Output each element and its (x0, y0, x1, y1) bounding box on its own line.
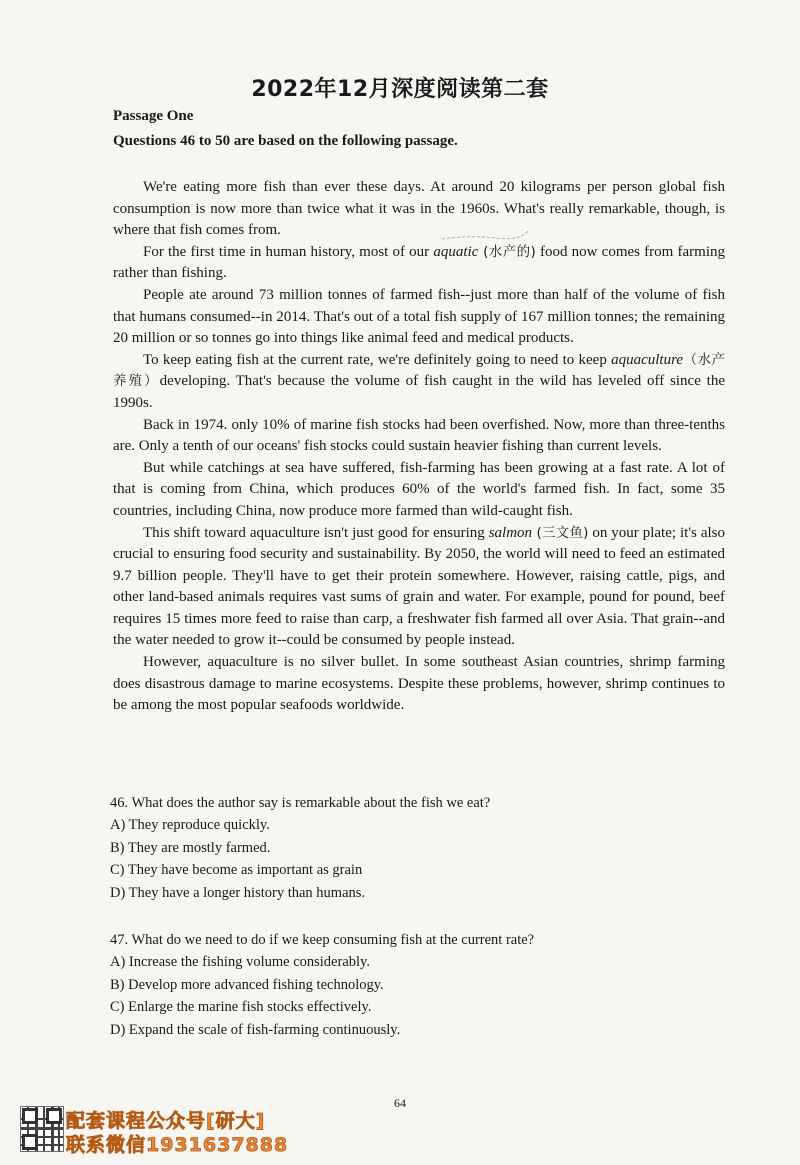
question-47 (110, 929, 730, 1041)
watermark-line-2: 联系微信1931637888 (66, 1134, 289, 1156)
option-c: C) Enlarge the marine fish stocks effectively. (110, 999, 372, 1016)
paragraph-3: People ate around 73 million tonnes of farmed fish--just more than half of the volume of fish that humans consumed--in 2014. That's out of a total fish supply of 167 million tonnes; the remaining 20 million or so tonnes go into things like animal feed and medical products. (113, 286, 725, 347)
option-b: B) Develop more advanced fishing technology. (110, 976, 384, 993)
term-aquaculture: aquaculture (611, 351, 684, 368)
option-a: A) They reproduce quickly. (110, 817, 270, 834)
question-stem: 46. What does the author say is remarkable about the fish we eat? (110, 795, 491, 811)
paragraph-6: But while catchings at sea have suffered, fish-farming has been growing at a fast rate. A lot of that is coming from China, which produces 60% of the world's farmed fish. In fact, some 35 countries, including China, now produce more farmed than wild-caught fish. (113, 459, 725, 519)
page-title: 2022年12月深度阅读第二套 (251, 77, 549, 102)
paragraph-4: To keep eating fish at the current rate, we're definitely going to need to keep aquaculture（水产养殖）developing. That's because the volume of fish caught in the wild has leveled off since the 1990s. (113, 351, 726, 411)
question-46 (110, 792, 730, 904)
passage-instructions: Questions 46 to 50 are based on the following passage. (113, 133, 458, 149)
term-aquatic: aquatic (433, 243, 479, 260)
qr-code-icon (20, 1106, 64, 1152)
watermark-line-1: 配套课程公众号[研大] (66, 1110, 266, 1132)
option-b: B) They are mostly farmed. (110, 839, 271, 856)
option-d: D) Expand the scale of fish-farming continuously. (110, 1021, 401, 1038)
paragraph-1: We're eating more fish than ever these days. At around 20 kilograms per person global fish consumption is now more than twice what it was in the 1960s. What's really remarkable, though, is where that fish comes from. (113, 179, 725, 239)
question-stem: 47. What do we need to do if we keep consuming fish at the current rate? (110, 932, 535, 948)
passage-body (113, 177, 725, 717)
paragraph-5: Back in 1974. only 10% of marine fish stocks had been overfished. Now, more than three-tenths are. Only a tenth of our oceans' fish stocks could sustain heavier fishing than current levels. (113, 416, 725, 455)
paragraph-8: However, aquaculture is no silver bullet. In some southeast Asian countries, shrimp farming does disastrous damage to marine ecosystems. Despite these problems, however, shrimp continues to be among the most popular seafoods worldwide. (113, 654, 725, 714)
paragraph-7: This shift toward aquaculture isn't just good for ensuring salmon (三文鱼) on your plate; it's also crucial to ensuring food security and sustainability. By 2050, the world will need to feed an estimated 9.7 billion people. They'll have to get their protein somewhere. However, raising cattle, pigs, and other land-based animals requires vast sums of grain and water. For example, pound for pound, beef requires 15 times more feed to raise than carp, a freshwater fish farmed all over Asia. That grain--and the water needed to grow it--could be consumed by people instead. (113, 524, 725, 649)
passage-label: Passage One (113, 108, 194, 124)
page-number: 64 (394, 1096, 406, 1110)
option-a: A) Increase the fishing volume considerably. (110, 954, 370, 971)
term-salmon: salmon (488, 524, 533, 541)
option-d: D) They have a longer history than humans. (110, 884, 366, 901)
option-c: C) They have become as important as grain (110, 862, 363, 879)
paragraph-2: For the first time in human history, most of our aquatic (水产的) food now comes from farming rather than fishing. (113, 243, 725, 282)
